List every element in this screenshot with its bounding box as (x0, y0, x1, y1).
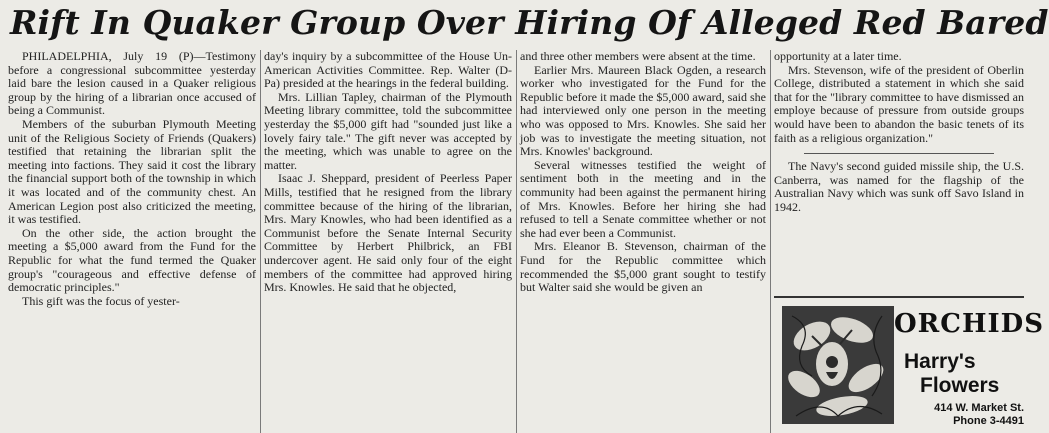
column-divider (516, 50, 517, 433)
paragraph: PHILADELPHIA, July 19 (P)—Testimony before a congressional subcommittee yesterday laid bare the lesion caused in a Quaker religious group by the hiring of a librarian once accused of being a Communist. (8, 49, 256, 118)
ad-brand-line: Flowers (920, 374, 1000, 397)
paragraph: Members of the suburban Plymouth Meeting unit of the Religious Society of Friends (Quakers) testified that retaining the librarian split the meeting into factions. They said it cost the library the financial support both of the township in which it was located and of the community chest. An American Legion post also criticized the meeting, it was testified. (8, 116, 256, 227)
column-divider (770, 50, 771, 433)
news-brief: The Navy's second guided missile ship, the U.S. Canberra, was named for the flagship of the Australian Navy which was sunk off Savo Island in 1942. (774, 159, 1024, 214)
paragraph: On the other side, the action brought the meeting a $5,000 award from the Fund for the Republic for what the fund termed the Quaker group's "courageous and effective defense of democratic principles." (8, 225, 256, 295)
article-column-1 (8, 50, 256, 433)
headline: Rift In Quaker Group Over Hiring Of Alleged Red Bared (10, 3, 1049, 42)
paragraph: This gift was the focus of yester- (22, 293, 180, 308)
article-column-3 (520, 50, 766, 433)
ad-brand-line: Harry's (904, 350, 976, 373)
paragraph: Isaac J. Sheppard, president of Peerless Paper Mills, testified that he resigned from the library committee because of the hiring of the librarian, Mrs. Mary Knowles, who had been identified as a Communist before the Senate Internal Security Committee by Herbert Philbrick, an FBI undercover agent. He said only four of the eight members of the committee had approved hiring Mrs. Knowles. He said that he objected, (264, 171, 512, 295)
paragraph: day's inquiry by a subcommittee of the House Un-American Activities Committee. Rep. Walter (D-Pa) presided at the hearings in the federal building. (264, 49, 512, 91)
paragraph: Mrs. Stevenson, wife of the president of Oberlin College, distributed a statement in which she said that for the "library committee to have dismissed an employe because of pressure from outside groups would have been to abandon the basic tenets of its faith as a religious organization." (774, 62, 1024, 145)
ad-address: 414 W. Market St. (934, 402, 1024, 414)
article-columns (8, 49, 1044, 433)
column-divider (260, 50, 261, 433)
paragraph: Mrs. Eleanor B. Stevenson, chairman of the Fund for the Republic committee which recommended the $5,000 grant sought to testify but Walter said she would be given an (520, 239, 766, 295)
article-column-4 (774, 49, 1044, 433)
ad-phone: Phone 3-4491 (953, 415, 1024, 427)
paragraph: Several witnesses testified the weight of sentiment both in the meeting and in the community had been against the permanent hiring of Mrs. Knowles. Before her hiring she had refused to tell a Senate committee whether or not she had ever been a Communist. (520, 157, 766, 240)
article-column-2 (264, 50, 512, 433)
ad-brand (904, 350, 1024, 398)
paragraph: Earlier Mrs. Maureen Black Ogden, a research worker who investigated for the Fund for the Republic before it made the $5,000 award, said she had interviewed only one person in the meeting who was opposed to Mrs. Knowles. She said her job was to investigate the meeting situation, not Mrs. Knowles' background. (520, 62, 766, 159)
ad-title: ORCHIDS (894, 309, 1044, 339)
ad-contact (900, 402, 1024, 428)
orchids-advertisement (774, 296, 1044, 433)
paragraph: Mrs. Lillian Tapley, chairman of the Plymouth Meeting library committee, told the subcommittee yesterday the $5,000 gift had "sounded just like a lovely fairy tale." The gift never was accepted by the meeting, which was unable to agree on the matter. (264, 89, 512, 172)
story-separator (804, 153, 994, 154)
orchid-flower-icon (782, 306, 894, 424)
paragraph: opportunity at a later time. (774, 49, 902, 63)
paragraph: and three other members were absent at the time. (520, 49, 756, 63)
